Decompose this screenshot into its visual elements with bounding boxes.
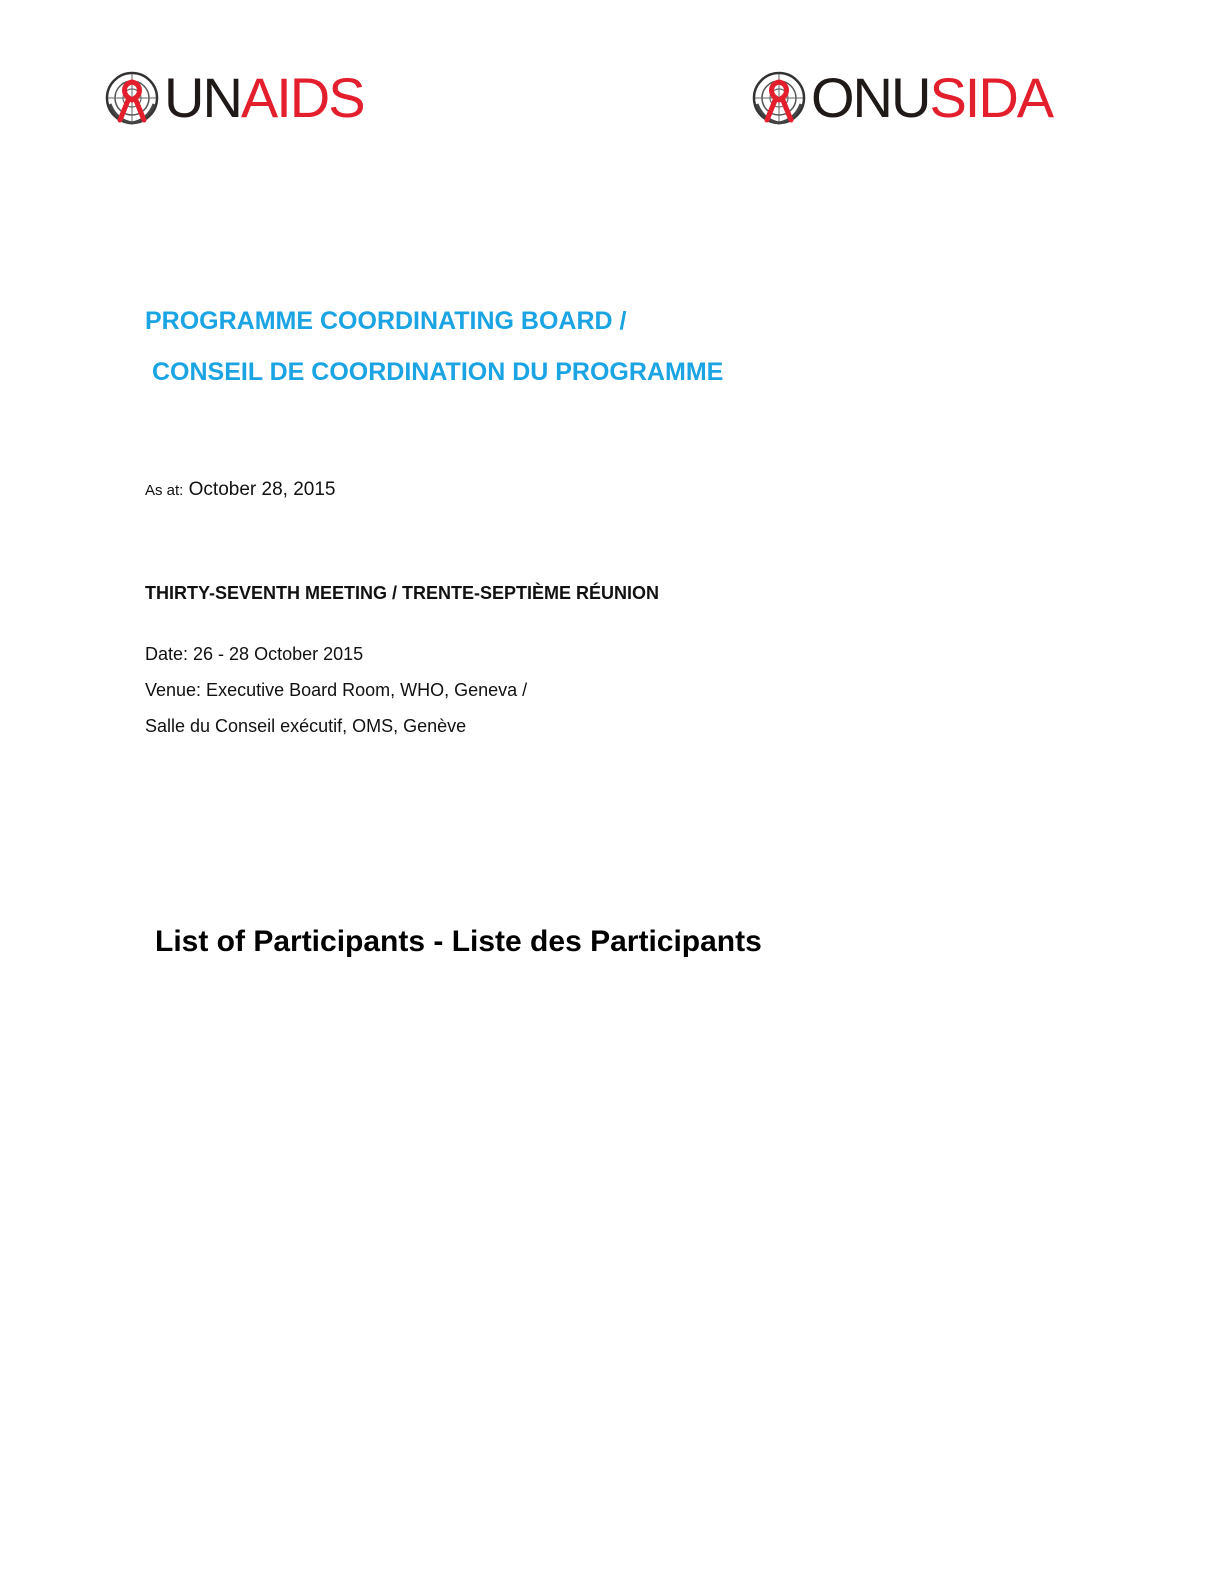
board-title-french: CONSEIL DE COORDINATION DU PROGRAMME <box>152 358 724 386</box>
un-emblem-ribbon-icon <box>751 70 807 126</box>
logo-text-black: UN <box>164 66 241 129</box>
as-at-date: October 28, 2015 <box>183 479 336 500</box>
un-emblem-ribbon-icon <box>104 70 160 126</box>
list-of-participants-title: List of Participants - Liste des Participants <box>155 925 762 958</box>
board-title-english: PROGRAMME COORDINATING BOARD / <box>145 307 627 335</box>
as-at-line <box>145 478 335 503</box>
logo-text-black: ONU <box>811 66 930 129</box>
onusida-wordmark <box>811 66 1053 129</box>
unaids-wordmark <box>164 66 364 129</box>
logo-text-red: SIDA <box>929 66 1053 129</box>
logo-text-red: AIDS <box>240 66 364 129</box>
meeting-venue-english: Venue: Executive Board Room, WHO, Geneva / <box>145 680 528 700</box>
meeting-venue-french: Salle du Conseil exécutif, OMS, Genève <box>145 716 467 736</box>
meeting-title: THIRTY-SEVENTH MEETING / TRENTE-SEPTIÈME RÉUNION <box>145 583 660 603</box>
onusida-logo <box>751 66 1053 129</box>
unaids-logo <box>104 66 364 129</box>
meeting-date: Date: 26 - 28 October 2015 <box>145 644 364 664</box>
as-at-label: As at: <box>145 482 184 499</box>
